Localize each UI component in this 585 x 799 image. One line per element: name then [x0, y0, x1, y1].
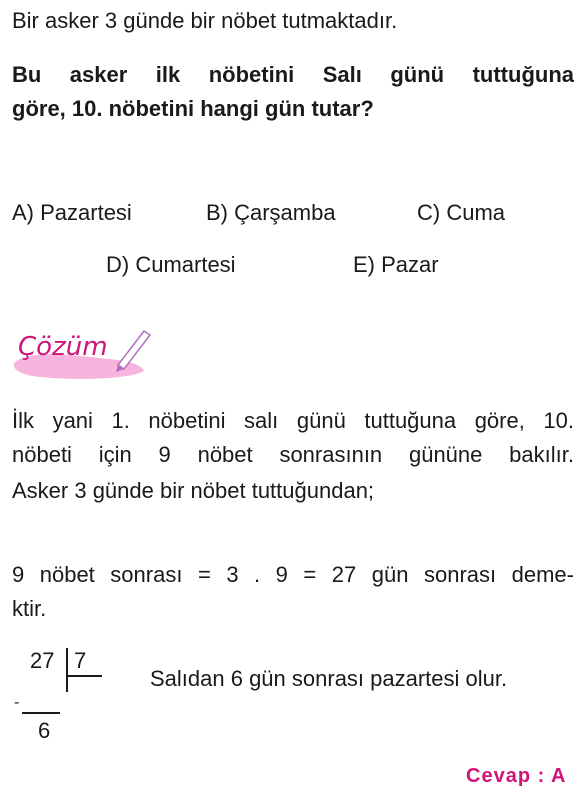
solution-note: Salıdan 6 gün sonrası pazartesi olur.	[150, 666, 508, 691]
solution-heading-art	[10, 315, 160, 385]
division-dividend: 27	[30, 648, 55, 673]
question-bold-line2: göre, 10. nöbetini hangi gün tutar?	[12, 96, 374, 121]
option-b: B) Çarşamba	[206, 200, 336, 225]
solution-line2: nöbeti için 9 nöbet sonrasının gününe bakılır.	[12, 442, 574, 467]
question-bold-line1: Bu asker ilk nöbetini Salı günü tuttuğuna	[12, 62, 574, 87]
option-e: E) Pazar	[353, 252, 439, 277]
solution-title: Çözüm	[18, 332, 108, 362]
question-intro: Bir asker 3 günde bir nöbet tutmaktadır.	[12, 8, 398, 33]
division-divisor: 7	[74, 648, 87, 673]
division-minus: -	[14, 694, 20, 711]
solution-heading	[10, 315, 160, 385]
solution-line1: İlk yani 1. nöbetini salı günü tuttuğuna göre, 10.	[12, 408, 574, 433]
solution-line5: ktir.	[12, 596, 47, 621]
division-remainder: 6	[38, 718, 51, 743]
division-vertical-bar	[66, 648, 68, 692]
division-result-line	[22, 712, 60, 714]
division-divisor-line	[66, 675, 102, 677]
option-a: A) Pazartesi	[12, 200, 132, 225]
solution-line4: 9 nöbet sonrası = 3 . 9 = 27 gün sonrası deme-	[12, 562, 574, 587]
solution-line3: Asker 3 günde bir nöbet tuttuğundan;	[12, 478, 375, 503]
option-c: C) Cuma	[417, 200, 506, 225]
answer-label: Cevap : A	[466, 765, 567, 787]
option-d: D) Cumartesi	[106, 252, 236, 277]
